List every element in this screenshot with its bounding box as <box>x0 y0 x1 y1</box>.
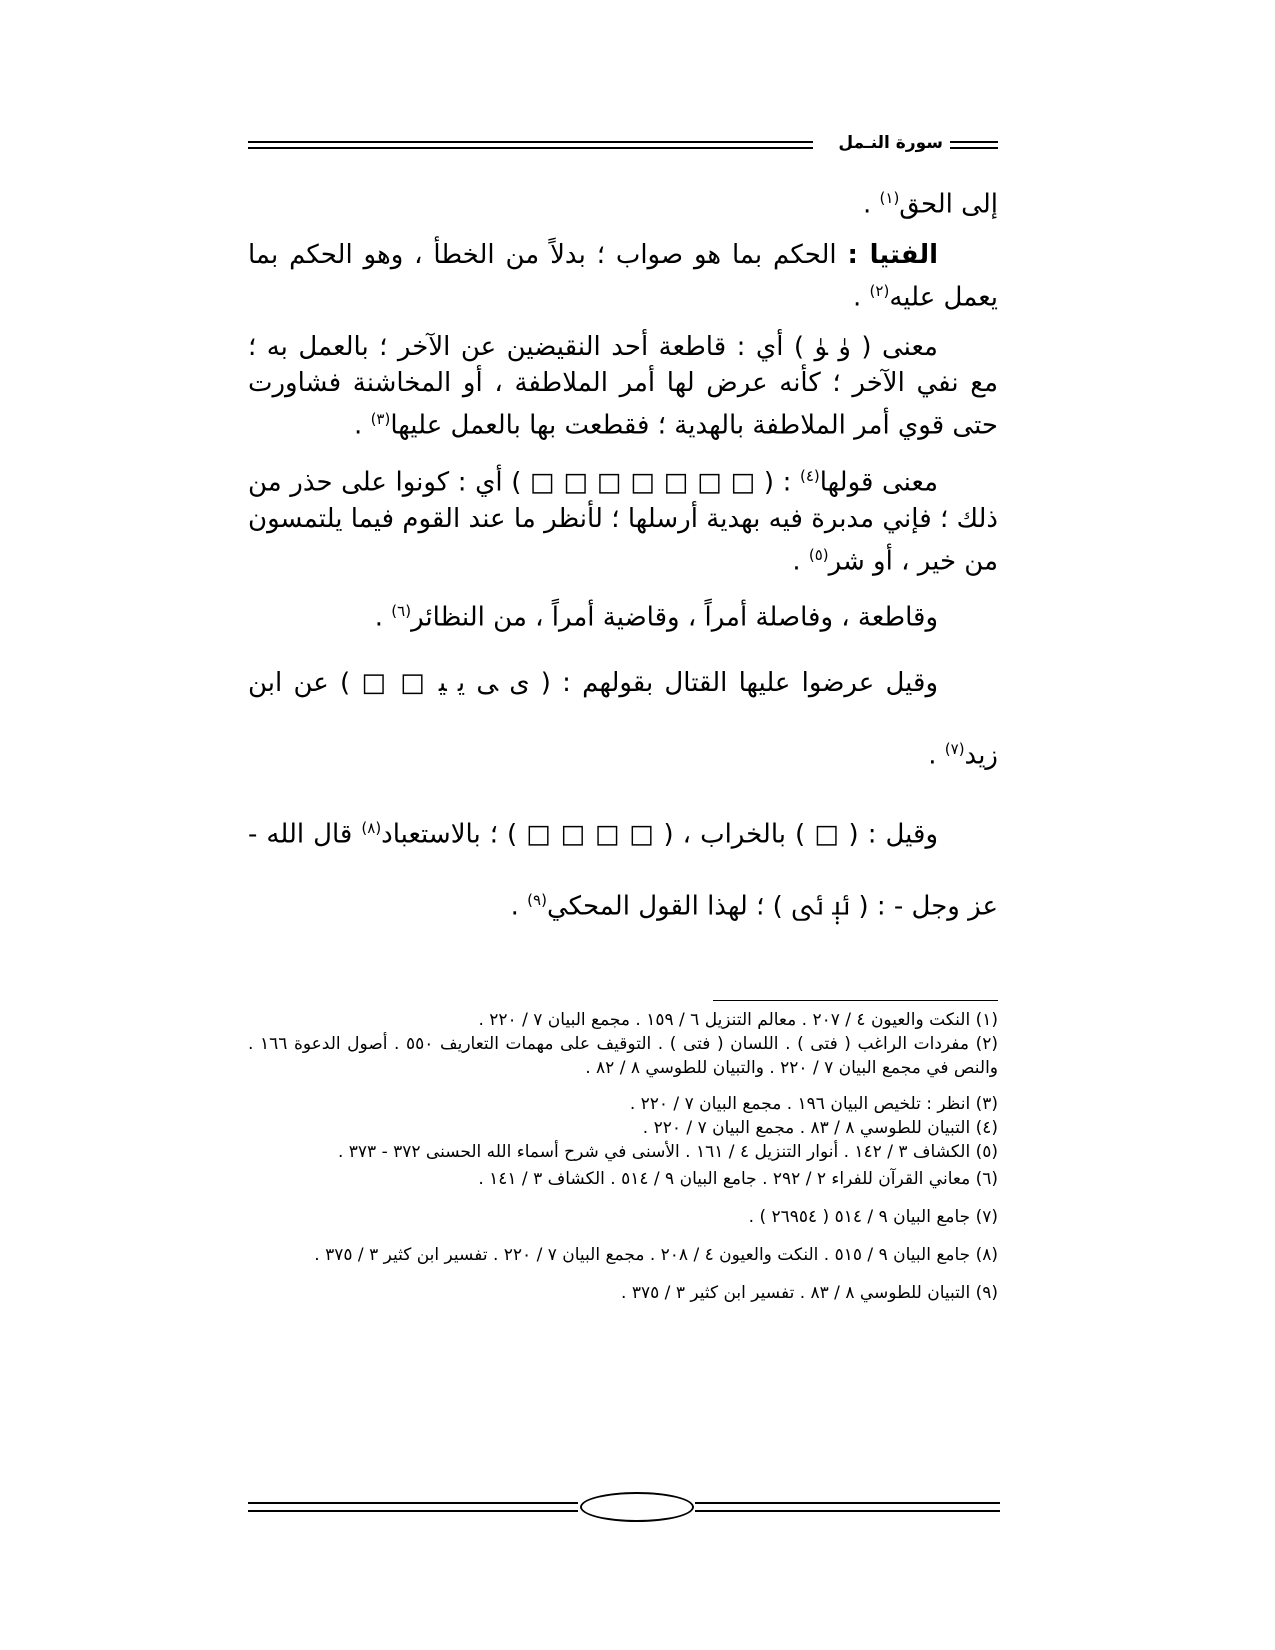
footnote-7: (٧) جامع البيان ٩ / ٥١٤ ( ٢٦٩٥٤ ) . <box>748 1207 998 1227</box>
paragraph-5 <box>248 593 998 636</box>
footnote-ref-8[interactable]: (٨) <box>361 818 382 837</box>
footnotes <box>248 1008 998 1316</box>
paragraph-1-text: إلى الحق <box>899 189 998 220</box>
paragraph-3-end: . <box>354 410 371 441</box>
paragraph-5-end: . <box>374 602 392 633</box>
footnote-ref-5[interactable]: (٥) <box>808 545 829 564</box>
footer-rule-right <box>695 1502 1000 1512</box>
footnote-ref-3[interactable]: (٣) <box>370 410 391 429</box>
footnote-ref-7[interactable]: (٧) <box>944 739 965 758</box>
footnote-5: (٥) الكشاف ٣ / ١٤٢ . أنوار التنزيل ٤ / ١٦١ . الأسنى في شرح أسماء الله الحسنى ٣٧٢ - ٣٧٣ . <box>337 1142 998 1162</box>
paragraph-2-text: الحكم بما هو صواب ؛ بدلاً من الخطأ ، وهو الحكم بما يعمل عليه <box>248 239 998 313</box>
footnote-ref-9[interactable]: (٩) <box>527 891 547 910</box>
header-rule-right <box>950 141 998 149</box>
paragraph-1-end: . <box>862 189 880 220</box>
paragraph-4-lead: معنى قولها <box>819 467 938 498</box>
footer-ornament <box>248 1492 1000 1522</box>
page-number-oval <box>580 1492 694 1522</box>
footnote-2: (٢) مفردات الراغب ( فتى ) . اللسان ( فتى ) . التوقيف على مهمات التعاريف ٥٥٠ . أصول الدعوة ١٦٦ . والنص في مجمع البيان ٧ / ٢٢٠ . والتبيان للطوسي ٨ / ٨٢ . <box>248 1034 998 1078</box>
paragraph-7-text: قال الله - عز وجل - : ( ﯸ ﯹ ) ؛ لهذا القول المحكي <box>248 819 998 922</box>
footer-rule-left <box>248 1502 578 1512</box>
footnote-4: (٤) التبيان للطوسي ٨ / ٨٣ . مجمع البيان ٧ / ٢٢٠ . <box>642 1118 998 1138</box>
paragraph-2-end: . <box>853 282 870 313</box>
paragraph-6 <box>248 650 998 789</box>
paragraph-3 <box>248 329 998 444</box>
paragraph-1 <box>248 180 998 223</box>
header-rule-left <box>248 141 813 149</box>
paragraph-4 <box>248 458 998 579</box>
header-title: سورة النـمل <box>838 133 943 153</box>
footnote-8: (٨) جامع البيان ٩ / ٥١٥ . النكت والعيون ٤ / ٢٠٨ . مجمع البيان ٧ / ٢٢٠ . تفسير ابن كثير ٣ / ٣٧٥ . <box>314 1245 998 1265</box>
paragraph-6-end: . <box>928 740 945 771</box>
paragraph-3-text: معنى ( ﯛ ﯜ ) أي : قاطعة أحد النقيضين عن الآخر ؛ بالعمل به ؛ مع نفي الآخر ؛ كأنه عرض لها أمر الملاطفة ، أو المخاشنة فشاورت حتى قوي أمر الملاطفة بالهدية ؛ فقطعت بها بالعمل عليها <box>248 332 998 441</box>
footnote-separator <box>713 1000 998 1001</box>
running-header <box>248 132 998 156</box>
paragraph-4-end: . <box>792 546 809 577</box>
paragraph-5-text: وقاطعة ، وفاصلة أمراً ، وقاضية أمراً ، من النظائر <box>411 602 938 633</box>
paragraph-6-text: وقيل عرضوا عليها القتال بقولهم : ( ﯼ ﯽ ﯾ ﯿ □ □ ) عن ابن زيد <box>248 667 998 771</box>
paragraph-2 <box>248 237 998 316</box>
paragraph-4-text: : ( □ □ □ □ □ □ □ ) أي : كونوا على حذر من ذلك ؛ فإني مدبرة فيه بهدية أرسلها ؛ لأنظر ما عند القوم فيما يلتمسون من خير ، أو شر <box>248 467 998 577</box>
footnote-3: (٣) انظر : تلخيص البيان ١٩٦ . مجمع البيان ٧ / ٢٢٠ . <box>629 1094 998 1114</box>
paragraph-7 <box>248 795 998 940</box>
main-text <box>248 180 998 946</box>
footnote-ref-6[interactable]: (٦) <box>391 602 412 621</box>
footnote-1: (١) النكت والعيون ٤ / ٢٠٧ . معالم التنزيل ٦ / ١٥٩ . مجمع البيان ٧ / ٢٢٠ . <box>478 1010 998 1030</box>
footnote-ref-4[interactable]: (٤) <box>799 466 820 485</box>
footnote-9: (٩) التبيان للطوسي ٨ / ٨٣ . تفسير ابن كثير ٣ / ٣٧٥ . <box>621 1283 998 1303</box>
footnote-6: (٦) معاني القرآن للفراء ٢ / ٢٩٢ . جامع البيان ٩ / ٥١٤ . الكشاف ٣ / ١٤١ . <box>478 1169 998 1189</box>
paragraph-7-lead: وقيل : ( □ ) بالخراب ، ( □ □ □ □ ) ؛ بالاستعباد <box>381 819 939 850</box>
footnote-ref-1[interactable]: (١) <box>879 189 900 207</box>
footnote-ref-2[interactable]: (٢) <box>869 281 890 300</box>
paragraph-7-end: . <box>510 891 528 922</box>
term-fatya: الفتيا : <box>847 239 938 270</box>
